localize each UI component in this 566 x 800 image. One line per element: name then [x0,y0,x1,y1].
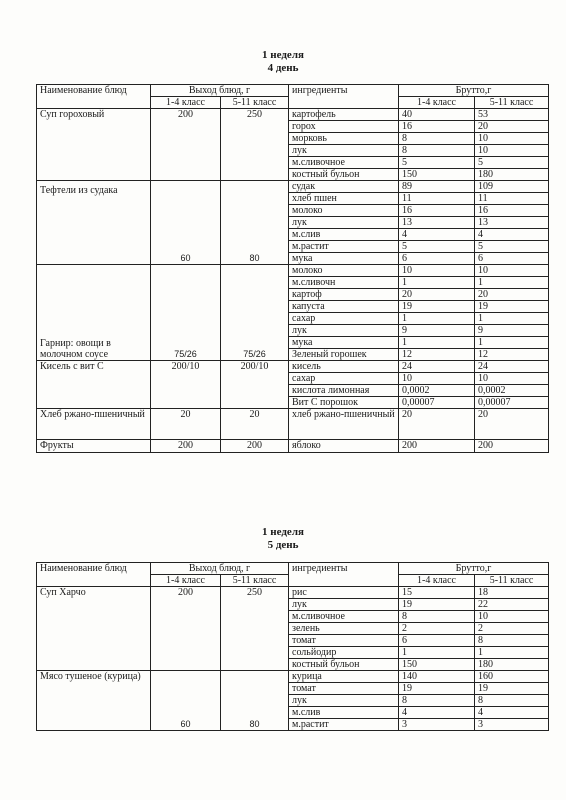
ingredient: м.растит [289,241,399,253]
yield-1-4: 75/26 [151,265,221,361]
brutto-1-4: 8 [399,695,475,707]
table-row [37,587,549,599]
week-label: 1 неделя [262,526,304,538]
yield-1-4: 200 [151,109,221,181]
brutto-5-11: 3 [475,719,549,731]
col-header-yield-1-4: 1-4 класс [151,97,221,109]
ingredient: лук [289,599,399,611]
brutto-5-11: 0,00007 [475,397,549,409]
day4-menu-table [36,84,549,453]
brutto-1-4: 150 [399,659,475,671]
brutto-5-11: 180 [475,169,549,181]
yield-1-4: 60 [151,181,221,265]
dish-name: Мясо тушеное (курица) [37,671,151,731]
brutto-1-4: 13 [399,217,475,229]
col-header-yield-1-4: 1-4 класс [151,575,221,587]
brutto-5-11: 20 [475,409,549,440]
dish-name: Хлеб ржано-пшеничный [37,409,151,440]
day5-menu-table [36,562,549,731]
ingredient: молоко [289,205,399,217]
ingredient: томат [289,683,399,695]
col-header-brutto-5-11: 5-11 класс [475,97,549,109]
table-row [37,181,549,193]
brutto-1-4: 2 [399,623,475,635]
dish-name: Суп гороховый [37,109,151,181]
brutto-1-4: 8 [399,133,475,145]
dish-name: Гарнир: овощи в молочном соусе [37,265,151,361]
col-header-brutto-1-4: 1-4 класс [399,97,475,109]
col-header-ingredients: ингредиенты [289,563,399,587]
ingredient: сольйодир [289,647,399,659]
brutto-1-4: 24 [399,361,475,373]
table-row [37,440,549,453]
ingredient: капуста [289,301,399,313]
brutto-5-11: 1 [475,277,549,289]
brutto-1-4: 1 [399,313,475,325]
ingredient: горох [289,121,399,133]
brutto-1-4: 140 [399,671,475,683]
col-header-brutto-1-4: 1-4 класс [399,575,475,587]
brutto-5-11: 4 [475,707,549,719]
ingredient: Вит С порошок [289,397,399,409]
yield-1-4: 200 [151,440,221,453]
brutto-1-4: 4 [399,707,475,719]
day-label: 5 день [267,539,299,551]
day5-header [0,526,566,552]
brutto-5-11: 19 [475,683,549,695]
ingredient: рис [289,587,399,599]
brutto-5-11: 8 [475,635,549,647]
brutto-1-4: 20 [399,289,475,301]
dish-name: Суп Харчо [37,587,151,671]
ingredient: яблоко [289,440,399,453]
ingredient: лук [289,325,399,337]
brutto-1-4: 89 [399,181,475,193]
col-header-dish: Наименование блюд [37,563,151,587]
brutto-1-4: 19 [399,683,475,695]
yield-5-11: 75/26 [221,265,289,361]
brutto-1-4: 10 [399,265,475,277]
brutto-5-11: 10 [475,133,549,145]
brutto-5-11: 11 [475,193,549,205]
brutto-5-11: 9 [475,325,549,337]
brutto-5-11: 200 [475,440,549,453]
ingredient: м.слив [289,707,399,719]
brutto-5-11: 10 [475,611,549,623]
brutto-5-11: 22 [475,599,549,611]
col-header-brutto-5-11: 5-11 класс [475,575,549,587]
brutto-5-11: 6 [475,253,549,265]
brutto-1-4: 6 [399,635,475,647]
brutto-1-4: 10 [399,373,475,385]
brutto-5-11: 4 [475,229,549,241]
yield-5-11: 200/10 [221,361,289,409]
ingredient: зелень [289,623,399,635]
col-header-brutto: Брутто,г [399,85,549,97]
brutto-5-11: 24 [475,361,549,373]
yield-5-11: 250 [221,587,289,671]
yield-5-11: 80 [221,671,289,731]
brutto-1-4: 15 [399,587,475,599]
table-row [37,671,549,683]
table-row [37,361,549,373]
brutto-1-4: 11 [399,193,475,205]
brutto-1-4: 200 [399,440,475,453]
ingredient: м.сливочн [289,277,399,289]
brutto-5-11: 10 [475,265,549,277]
brutto-1-4: 16 [399,121,475,133]
brutto-1-4: 8 [399,145,475,157]
ingredient: лук [289,217,399,229]
table-row [37,409,549,440]
brutto-5-11: 2 [475,623,549,635]
brutto-5-11: 10 [475,145,549,157]
brutto-5-11: 16 [475,205,549,217]
col-header-dish: Наименование блюд [37,85,151,109]
brutto-1-4: 20 [399,409,475,440]
brutto-5-11: 18 [475,587,549,599]
col-header-brutto: Брутто,г [399,563,549,575]
ingredient: м.сливочное [289,611,399,623]
brutto-1-4: 16 [399,205,475,217]
ingredient: картофель [289,109,399,121]
brutto-1-4: 9 [399,325,475,337]
ingredient: лук [289,145,399,157]
brutto-5-11: 160 [475,671,549,683]
col-header-ingredients: ингредиенты [289,85,399,109]
table-row [37,265,549,277]
col-header-yield-5-11: 5-11 класс [221,97,289,109]
table-row [37,109,549,121]
brutto-1-4: 6 [399,253,475,265]
ingredient: сахар [289,373,399,385]
ingredient: сахар [289,313,399,325]
yield-5-11: 20 [221,409,289,440]
brutto-5-11: 12 [475,349,549,361]
brutto-1-4: 0,0002 [399,385,475,397]
brutto-5-11: 13 [475,217,549,229]
ingredient: картоф [289,289,399,301]
ingredient: кислота лимонная [289,385,399,397]
brutto-5-11: 109 [475,181,549,193]
brutto-1-4: 19 [399,301,475,313]
yield-1-4: 200/10 [151,361,221,409]
brutto-1-4: 5 [399,241,475,253]
brutto-5-11: 180 [475,659,549,671]
yield-5-11: 250 [221,109,289,181]
brutto-5-11: 1 [475,337,549,349]
day-label: 4 день [267,62,299,74]
brutto-1-4: 40 [399,109,475,121]
dish-name: Фрукты [37,440,151,453]
day4-header [0,49,566,75]
col-header-yield: Выход блюд, г [151,85,289,97]
yield-5-11: 80 [221,181,289,265]
ingredient: м.слив [289,229,399,241]
yield-1-4: 200 [151,587,221,671]
brutto-1-4: 19 [399,599,475,611]
ingredient: м.растит [289,719,399,731]
brutto-5-11: 5 [475,157,549,169]
ingredient: томат [289,635,399,647]
brutto-1-4: 4 [399,229,475,241]
brutto-1-4: 5 [399,157,475,169]
yield-1-4: 60 [151,671,221,731]
brutto-1-4: 1 [399,277,475,289]
yield-5-11: 200 [221,440,289,453]
brutto-1-4: 1 [399,337,475,349]
ingredient: кисель [289,361,399,373]
brutto-5-11: 19 [475,301,549,313]
ingredient: костный бульон [289,659,399,671]
brutto-5-11: 8 [475,695,549,707]
brutto-5-11: 1 [475,313,549,325]
ingredient: молоко [289,265,399,277]
brutto-1-4: 1 [399,647,475,659]
dish-name: Кисель с вит С [37,361,151,409]
ingredient: Зеленый горошек [289,349,399,361]
brutto-5-11: 0,0002 [475,385,549,397]
ingredient: курица [289,671,399,683]
brutto-5-11: 20 [475,121,549,133]
brutto-5-11: 10 [475,373,549,385]
brutto-1-4: 0,00007 [399,397,475,409]
ingredient: м.сливочное [289,157,399,169]
week-label: 1 неделя [262,49,304,61]
brutto-1-4: 8 [399,611,475,623]
brutto-5-11: 1 [475,647,549,659]
ingredient: мука [289,253,399,265]
brutto-1-4: 150 [399,169,475,181]
col-header-yield: Выход блюд, г [151,563,289,575]
brutto-1-4: 12 [399,349,475,361]
dish-name: Тефтели из судака [37,181,151,265]
ingredient: мука [289,337,399,349]
brutto-5-11: 20 [475,289,549,301]
ingredient: костный бульон [289,169,399,181]
ingredient: хлеб ржано-пшеничный [289,409,399,440]
brutto-5-11: 5 [475,241,549,253]
table-row [37,563,549,575]
ingredient: лук [289,695,399,707]
yield-1-4: 20 [151,409,221,440]
brutto-1-4: 3 [399,719,475,731]
ingredient: морковь [289,133,399,145]
col-header-yield-5-11: 5-11 класс [221,575,289,587]
ingredient: судак [289,181,399,193]
brutto-5-11: 53 [475,109,549,121]
table-row [37,85,549,97]
ingredient: хлеб пшен [289,193,399,205]
